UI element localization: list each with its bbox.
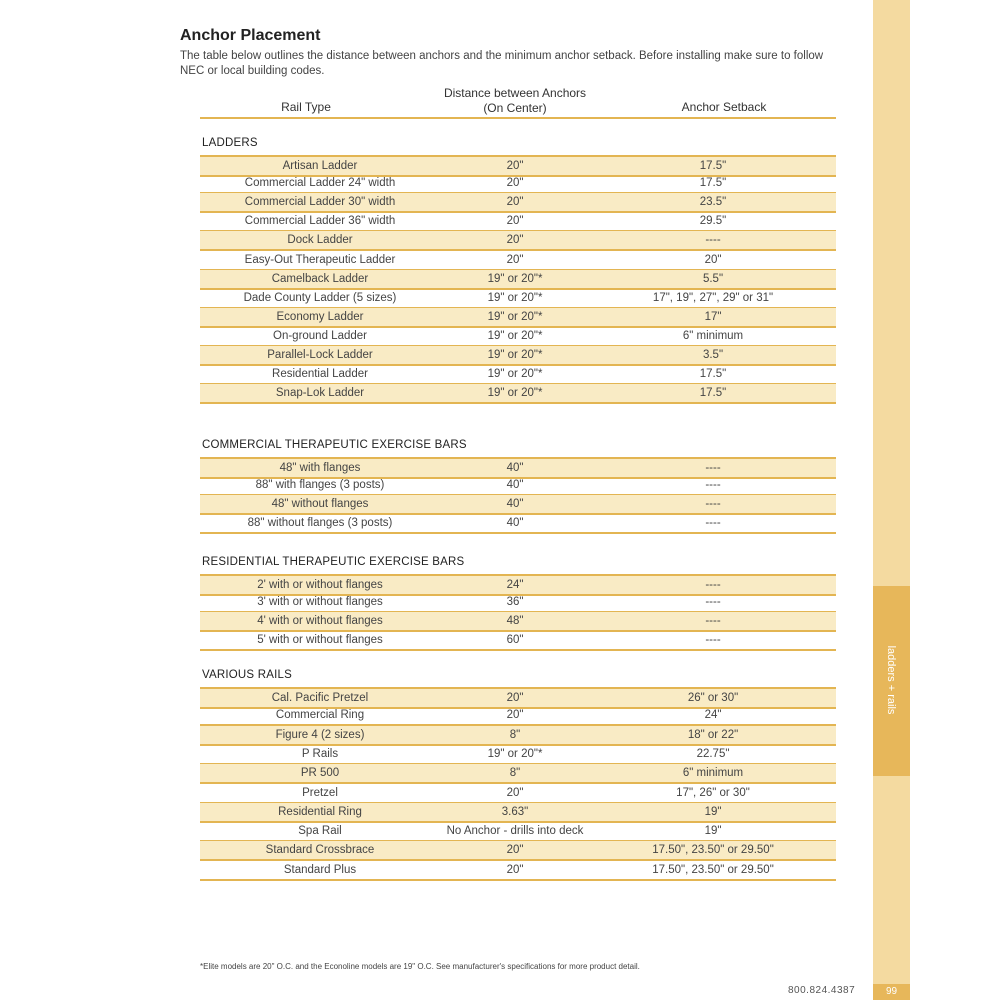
rail-type-cell: Economy Ladder [276,311,364,323]
distance-cell: 20" [506,844,524,856]
setback-cell: 6" minimum [682,330,744,342]
page-title: Anchor Placement [180,27,321,44]
distance-cell: 20" [506,177,524,189]
setback-cell: 17.50", 23.50" or 29.50" [652,844,774,856]
table-row [200,861,836,881]
setback-cell: ---- [705,579,721,591]
distance-cell: 60" [506,634,524,646]
rail-type-cell: Camelback Ladder [271,273,369,285]
table-row [200,327,836,347]
distance-cell: 20" [506,215,524,227]
table-row [200,476,836,496]
table-row [200,384,836,404]
distance-cell: 19" or 20"* [487,292,543,304]
setback-cell: 3.5" [702,349,724,361]
table-row [200,212,836,232]
setback-cell: 18" or 22" [687,729,739,741]
rail-type-cell: P Rails [301,748,339,760]
distance-cell: 8" [509,729,521,741]
distance-cell: 20" [506,160,524,172]
section-heading: RESIDENTIAL THERAPEUTIC EXERCISE BARS [202,556,465,568]
setback-cell: 20" [704,254,722,266]
rail-type-cell: 4' with or without flanges [257,615,383,627]
setback-cell: 19" [704,825,722,837]
distance-cell: 20" [506,709,524,721]
table-row [200,764,836,784]
rail-type-cell: Figure 4 (2 sizes) [275,729,365,741]
table-row [200,822,836,842]
column-header-setback: Anchor Setback [681,100,767,114]
table-row [200,174,836,194]
page-number: 99 [873,984,910,1000]
rail-type-cell: Parallel-Lock Ladder [267,349,373,361]
setback-cell: 29.5" [699,215,727,227]
distance-cell: 20" [506,692,524,704]
distance-cell: 3.63" [501,806,529,818]
table-row [200,612,836,632]
distance-cell: 36" [506,596,524,608]
setback-cell: 23.5" [699,196,727,208]
setback-cell: 26" or 30" [687,692,739,704]
rail-type-cell: 48" with flanges [279,462,361,474]
distance-cell: 48" [506,615,524,627]
table-row [200,784,836,804]
rail-type-cell: Spa Rail [298,825,342,837]
setback-cell: 17", 19", 27", 29" or 31" [652,292,774,304]
setback-cell: 17.50", 23.50" or 29.50" [652,864,774,876]
column-header-rail-type: Rail Type [281,100,331,114]
distance-cell: 20" [506,787,524,799]
distance-cell: 20" [506,196,524,208]
distance-cell: 40" [506,517,524,529]
setback-cell: 17.5" [699,368,727,380]
table-row [200,803,836,823]
rail-type-cell: Easy-Out Therapeutic Ladder [244,254,396,266]
rail-type-cell: PR 500 [300,767,340,779]
rail-type-cell: 88" with flanges (3 posts) [255,479,385,491]
setback-cell: ---- [705,498,721,510]
section-heading: COMMERCIAL THERAPEUTIC EXERCISE BARS [202,439,467,451]
rail-type-cell: Commercial Ladder 36" width [244,215,396,227]
sidebar [873,0,910,1000]
footnote: *Elite models are 20" O.C. and the Econoline models are 19" O.C. See manufacturer's specifications for more product detail. [200,962,640,971]
rail-type-cell: Commercial Ring [275,709,365,721]
table-row [200,745,836,765]
table-row [200,270,836,290]
setback-cell: 22.75" [696,748,730,760]
setback-cell: 5.5" [702,273,724,285]
rail-type-cell: On-ground Ladder [273,330,367,342]
section-tab-label: ladders + rails [885,645,897,715]
rail-type-cell: 3' with or without flanges [257,596,383,608]
setback-cell: ---- [705,234,721,246]
rail-type-cell: Dade County Ladder (5 sizes) [243,292,397,304]
rail-type-cell: 5' with or without flanges [257,634,383,646]
table-row [200,289,836,309]
distance-cell: 20" [506,254,524,266]
column-header-distance-line1: Distance between Anchors [443,86,587,100]
distance-cell: 20" [506,864,524,876]
setback-cell: ---- [705,517,721,529]
distance-cell: 40" [506,479,524,491]
rail-type-cell: Commercial Ladder 24" width [244,177,396,189]
column-header-distance-line2: (On Center) [483,101,547,115]
distance-cell: 19" or 20"* [487,330,543,342]
table-row [200,514,836,534]
setback-cell: 24" [704,709,722,721]
distance-cell: 20" [506,234,524,246]
table-row [200,308,836,328]
header-divider [200,117,836,119]
rail-type-cell: Snap-Lok Ladder [275,387,365,399]
rail-type-cell: Cal. Pacific Pretzel [271,692,369,704]
setback-cell: ---- [705,634,721,646]
rail-type-cell: Commercial Ladder 30" width [244,196,396,208]
section-heading: LADDERS [202,137,258,149]
setback-cell: 6" minimum [682,767,744,779]
rail-type-cell: Artisan Ladder [282,160,358,172]
setback-cell: 17", 26" or 30" [676,787,750,799]
distance-cell: 19" or 20"* [487,748,543,760]
table-row [200,346,836,366]
setback-cell: 17.5" [699,387,727,399]
rail-type-cell: 2' with or without flanges [257,579,383,591]
table-row [200,231,836,251]
phone-number: 800.824.4387 [788,985,856,996]
column-header-distance [410,86,620,116]
setback-cell: ---- [705,462,721,474]
table-row [200,706,836,726]
table-row [200,251,836,271]
setback-cell: ---- [705,615,721,627]
distance-cell: 19" or 20"* [487,387,543,399]
distance-cell: 19" or 20"* [487,311,543,323]
distance-cell: 40" [506,498,524,510]
rail-type-cell: Pretzel [302,787,338,799]
distance-cell: 19" or 20"* [487,273,543,285]
setback-cell: 19" [704,806,722,818]
setback-cell: ---- [705,479,721,491]
distance-cell: 8" [509,767,521,779]
distance-cell: 19" or 20"* [487,349,543,361]
rail-type-cell: 88" without flanges (3 posts) [247,517,393,529]
table-row [200,365,836,385]
table-row [200,593,836,613]
distance-cell: No Anchor - drills into deck [446,825,584,837]
rail-type-cell: 48" without flanges [271,498,369,510]
distance-cell: 40" [506,462,524,474]
rail-type-cell: Residential Ring [278,806,362,818]
table-row [200,495,836,515]
intro-text: The table below outlines the distance between anchors and the minimum anchor setback. Before installing make sure to follow NEC or local building codes. [180,50,824,77]
table-row [200,193,836,213]
distance-cell: 24" [506,579,524,591]
rail-type-cell: Residential Ladder [272,368,368,380]
setback-cell: 17" [704,311,722,323]
rail-type-cell: Dock Ladder [287,234,353,246]
setback-cell: ---- [705,596,721,608]
setback-cell: 17.5" [699,177,727,189]
setback-cell: 17.5" [699,160,727,172]
rail-type-cell: Standard Plus [283,864,357,876]
table-row [200,631,836,651]
section-heading: VARIOUS RAILS [202,669,292,681]
rail-type-cell: Standard Crossbrace [265,844,375,856]
distance-cell: 19" or 20"* [487,368,543,380]
table-row [200,841,836,861]
table-row [200,726,836,746]
